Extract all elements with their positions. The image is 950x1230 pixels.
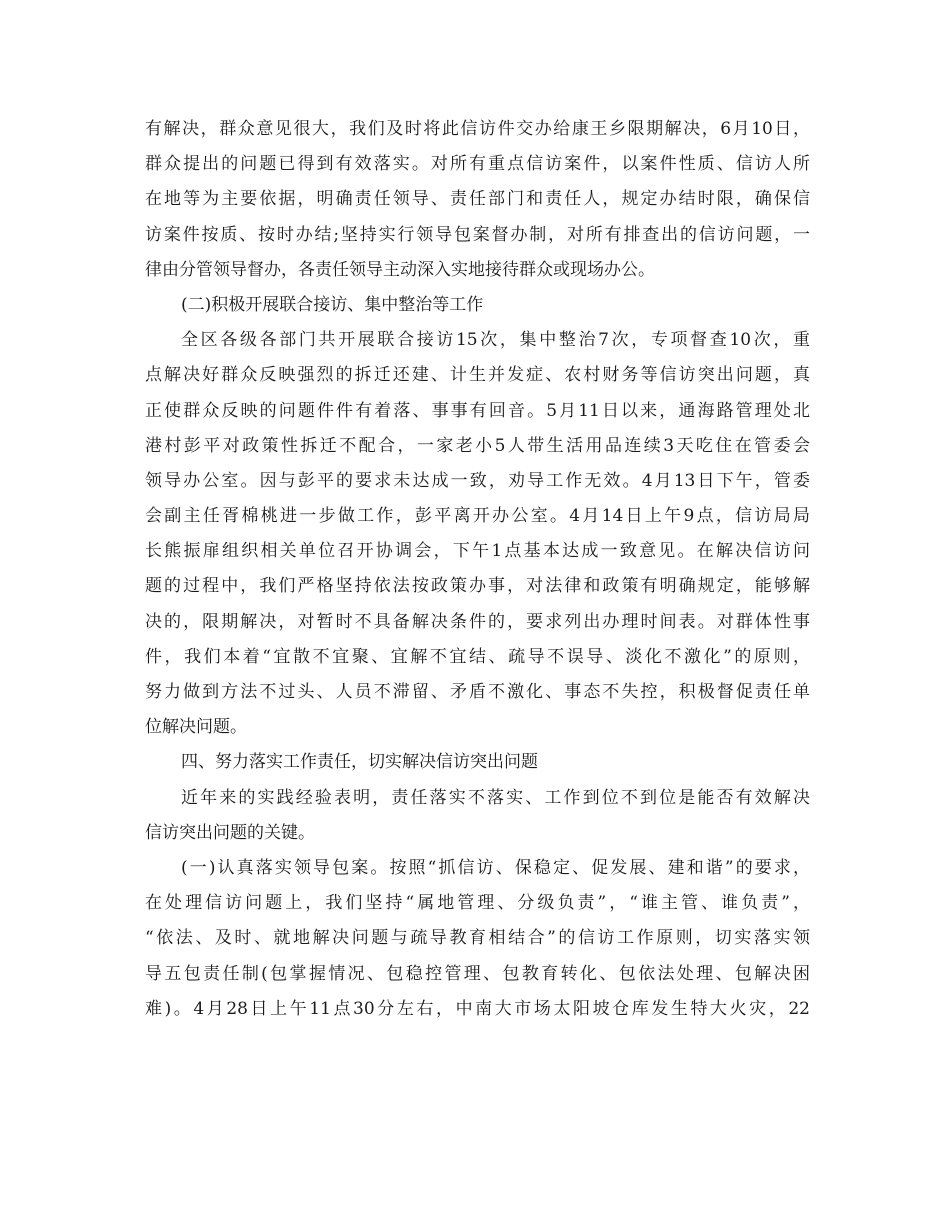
text-line: 努力做到方法不过头、人员不滞留、矛盾不激化、事态不失控，积极督促责任单	[145, 682, 810, 702]
text-line: (二)积极开展联合接访、集中整治等工作	[181, 294, 484, 315]
text-line: 在地等为主要依据，明确责任领导、责任部门和责任人，规定办结时限，确保信	[145, 189, 810, 210]
text-line: 近年来的实践经验表明，责任落实不落实、工作到位不到位是能否有效解决	[181, 787, 810, 808]
text-line: (一)认真落实领导包案。按照“抓信访、保稳定、促发展、建和谐”的要求，	[181, 857, 810, 878]
text-line: 件，我们本着“宜散不宜聚、宜解不宜结、疏导不误导、淡化不激化”的原则，	[145, 646, 810, 667]
text-line: 全区各级各部门共开展联合接访15次，集中整治7次，专项督查10次，重	[181, 330, 810, 351]
text-line: 点解决好群众反映强烈的拆迁还建、计生并发症、农村财务等信访突出问题，真	[145, 365, 810, 386]
text-line: 信访突出问题的关键。	[145, 822, 315, 843]
text-line: 有解决，群众意见很大，我们及时将此信访件交办给康王乡限期解决，6月10日，	[145, 119, 810, 139]
text-line: 在处理信访问题上，我们坚持“属地管理、分级负责”，“谁主管、谁负责”，	[145, 893, 810, 914]
text-line: 位解决问题。	[145, 717, 247, 738]
text-line: 群众提出的问题已得到有效落实。对所有重点信访案件，以案件性质、信访人所	[145, 154, 810, 175]
text-line: 决的，限期解决，对暂时不具备解决条件的，要求列出办理时间表。对群体性事	[145, 611, 810, 632]
text-line: 长熊振扉组织相关单位召开协调会，下午1点基本达成一致意见。在解决信访问	[145, 541, 810, 562]
document-body	[145, 112, 810, 1027]
text-line: 正使群众反映的问题件件有着落、事事有回音。5月11日以来，通海路管理处北	[145, 400, 810, 421]
text-line: 难)。4月28日上午11点30分左右，中南大市场太阳坡仓库发生特大火灾，22	[145, 998, 810, 1019]
text-line: 港村彭平对政策性拆迁不配合，一家老小5人带生活用品连续3天吃住在管委会	[145, 435, 810, 456]
text-line: 会副主任胥棉桃进一步做工作，彭平离开办公室。4月14日上午9点，信访局局	[145, 506, 810, 527]
text-line: 律由分管领导督办，各责任领导主动深入实地接待群众或现场办公。	[145, 259, 655, 280]
text-line: “依法、及时、就地解决问题与疏导教育相结合”的信访工作原则，切实落实领	[145, 928, 810, 949]
text-line: 访案件按质、按时办结;坚持实行领导包案督办制，对所有排查出的信访问题，一	[145, 224, 810, 245]
text-line: 题的过程中，我们严格坚持依法按政策办事，对法律和政策有明确规定，能够解	[145, 576, 810, 597]
text-line: 领导办公室。因与彭平的要求未达成一致，劝导工作无效。4月13日下午，管委	[145, 470, 810, 491]
text-line: 导五包责任制(包掌握情况、包稳控管理、包教育转化、包依法处理、包解决困	[145, 963, 810, 984]
text-line: 四、努力落实工作责任，切实解决信访突出问题	[181, 752, 538, 773]
